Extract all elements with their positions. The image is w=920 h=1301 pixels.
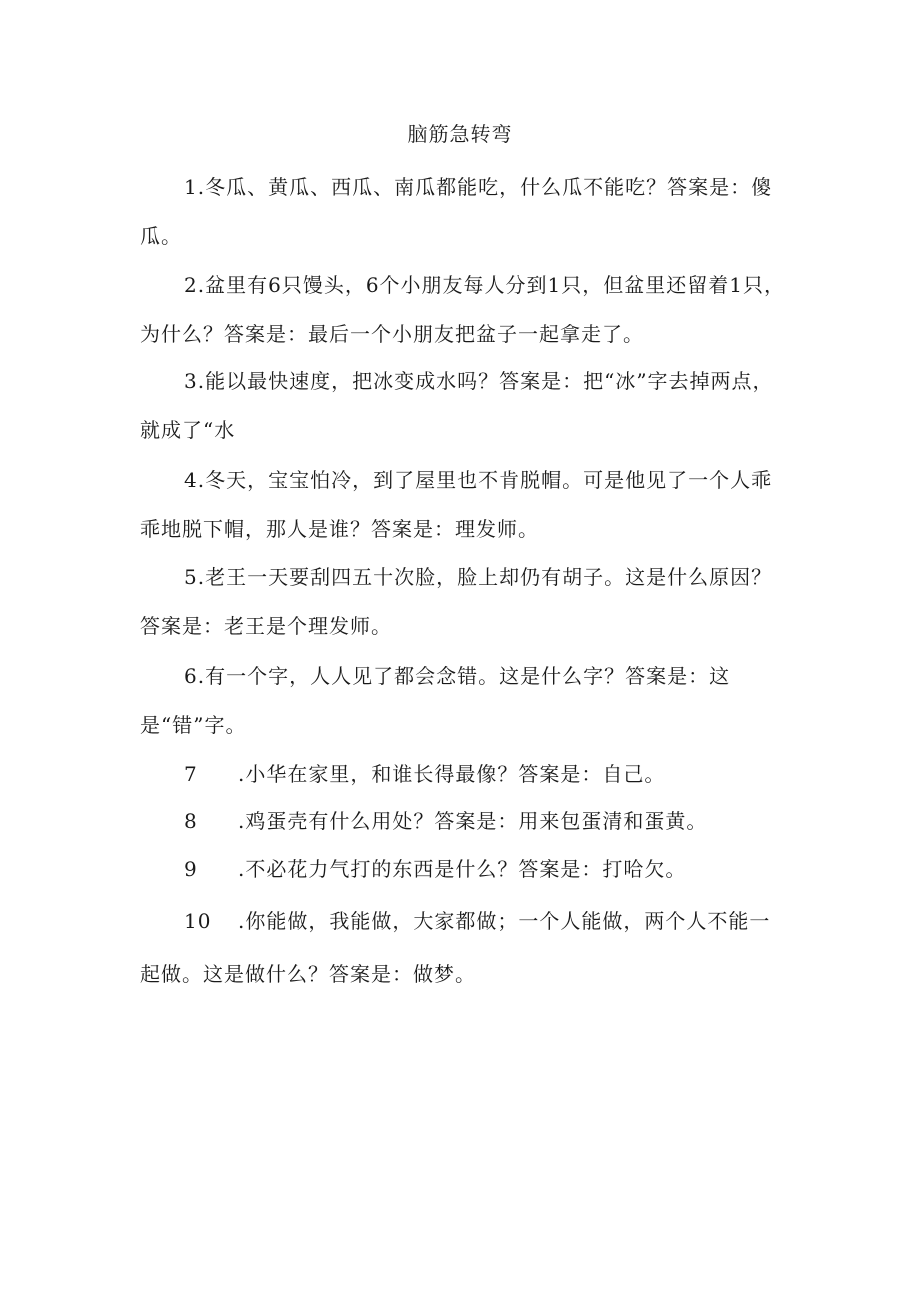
riddle-number: 1 xyxy=(184,175,198,199)
riddle-number: 9 xyxy=(184,857,198,881)
riddle-number: 7 xyxy=(184,762,198,786)
riddle-item-4 xyxy=(140,456,785,554)
riddle-number: 4 xyxy=(184,468,198,492)
riddle-text: .有一个字，人人见了都会念错。这是什么字？答案是：这是“错”字。 xyxy=(140,664,731,737)
riddle-number: 10 xyxy=(184,909,212,933)
riddle-number: 2 xyxy=(184,273,198,297)
riddle-number: 6 xyxy=(184,664,198,688)
riddle-item-5 xyxy=(140,553,785,651)
riddle-item-8 xyxy=(140,797,785,846)
riddle-number: 3 xyxy=(184,369,198,393)
riddle-text: .冬天，宝宝怕冷，到了屋里也不肯脱帽。可是他见了一个人乖乖地脱下帽，那人是谁？答案是：理发师。 xyxy=(140,468,773,541)
riddle-text: .鸡蛋壳有什么用处？答案是：用来包蛋清和蛋黄。 xyxy=(238,809,708,833)
riddle-text: .你能做，我能做，大家都做；一个人能做，两个人不能一起做。这是做什么？答案是：做梦。 xyxy=(140,909,771,986)
riddle-item-1 xyxy=(140,163,785,261)
riddle-text: .冬瓜、黄瓜、西瓜、南瓜都能吃，什么瓜不能吃？答案是：傻瓜。 xyxy=(140,175,773,248)
riddle-item-2 xyxy=(140,261,785,359)
riddle-text: .盆里有6只馒头，6个小朋友每人分到1只，但盆里还留着1只，为什么？答案是：最后一个小朋友把盆子一起拿走了。 xyxy=(140,273,785,346)
riddle-number: 5 xyxy=(184,565,198,589)
page-title: 脑筋急转弯 xyxy=(407,122,513,146)
riddle-item-3 xyxy=(140,357,785,455)
riddle-item-7 xyxy=(140,750,785,799)
riddle-text: .老王一天要刮四五十次脸，脸上却仍有胡子。这是什么原因？答案是：老王是个理发师。 xyxy=(140,565,773,638)
riddle-text: .不必花力气打的东西是什么？答案是：打哈欠。 xyxy=(238,857,687,881)
riddle-item-9 xyxy=(140,845,785,894)
riddle-text: .小华在家里，和谁长得最像？答案是：自己。 xyxy=(238,762,666,786)
riddle-item-6 xyxy=(140,652,785,750)
riddle-text: .能以最快速度，把冰变成水吗？答案是：把“冰”字去掉两点，就成了“水 xyxy=(140,369,774,442)
riddle-number: 8 xyxy=(184,809,198,833)
riddle-item-10 xyxy=(140,895,785,1001)
